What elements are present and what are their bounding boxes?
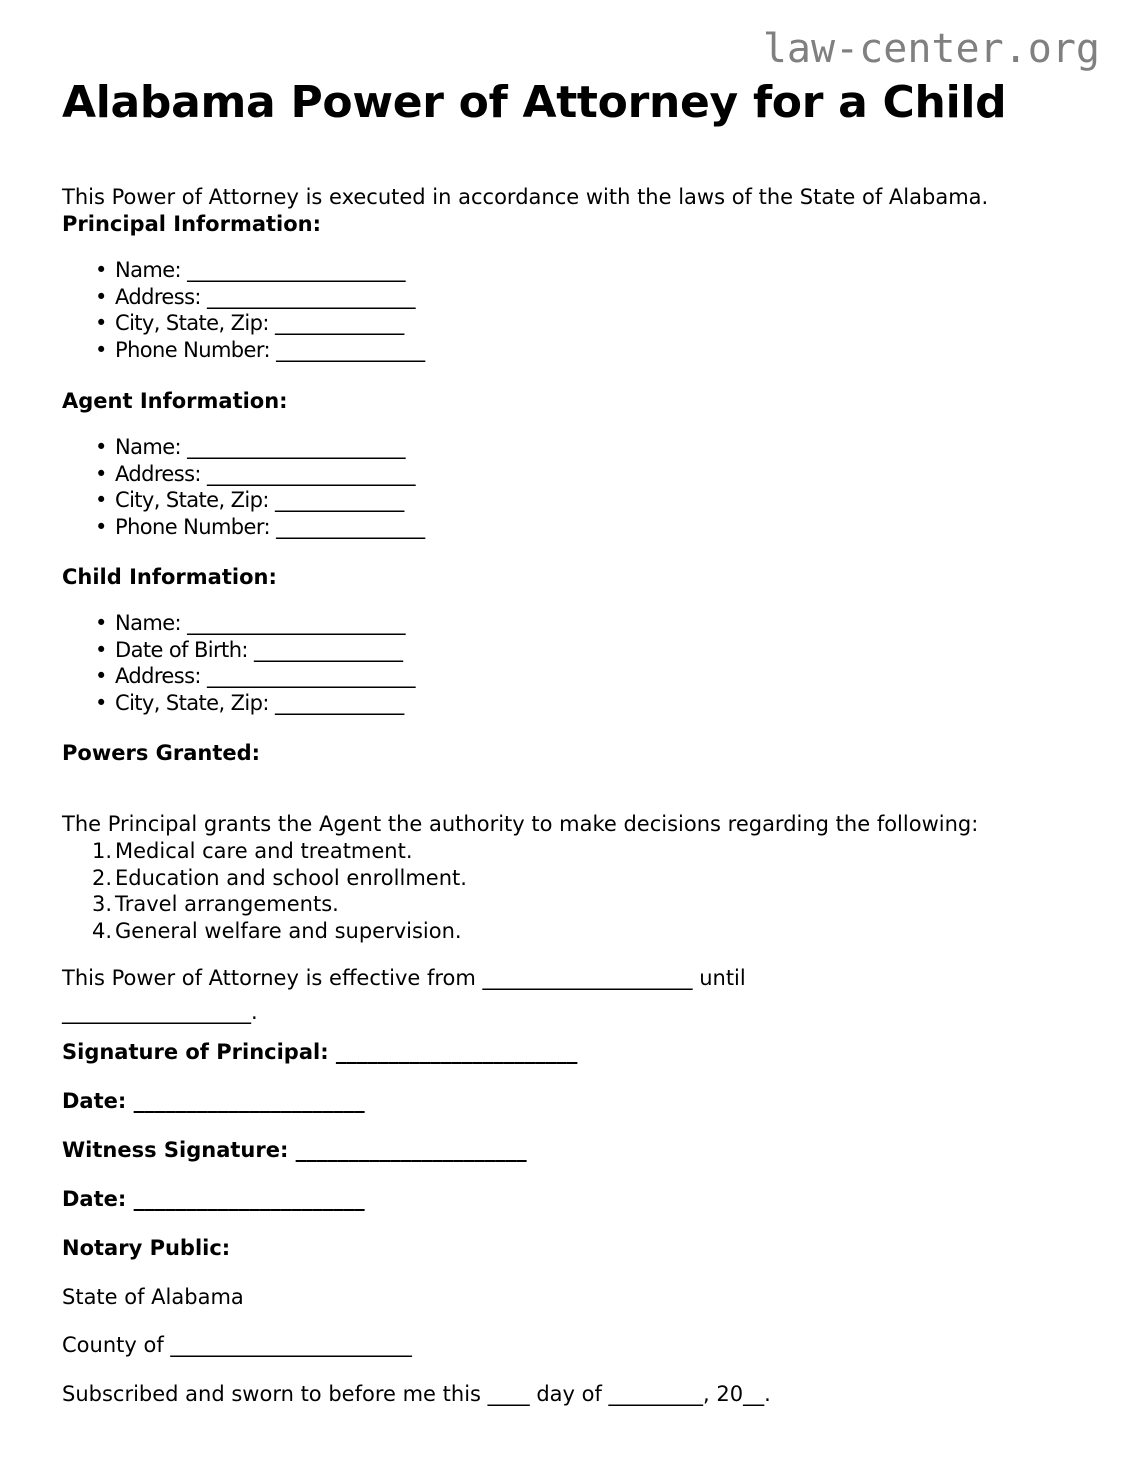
section-heading-notary: Notary Public: xyxy=(62,1236,231,1260)
power-item-medical: Medical care and treatment. xyxy=(115,839,413,863)
list-number: 3. xyxy=(92,892,113,916)
list-item xyxy=(62,434,425,461)
list-item xyxy=(62,891,467,918)
section-heading-child: Child Information: xyxy=(62,565,277,589)
power-item-education: Education and school enrollment. xyxy=(115,865,467,890)
principal-info-list xyxy=(62,257,425,363)
section-heading-principal: Principal Information: xyxy=(62,212,322,236)
effective-period-line-2: __________________. xyxy=(62,1000,258,1024)
child-info-list xyxy=(62,610,415,716)
power-item-travel: Travel arrangements. xyxy=(115,892,339,916)
list-number: 4. xyxy=(92,918,113,943)
bullet-icon: • xyxy=(95,258,108,282)
intro-paragraph: This Power of Attorney is executed in accordance with the laws of the State of Alabama. xyxy=(62,185,989,209)
principal-date-line: Date: ______________________ xyxy=(62,1089,365,1113)
bullet-icon: • xyxy=(95,435,108,459)
bullet-icon: • xyxy=(95,337,108,362)
list-item xyxy=(62,918,467,945)
agent-name-field: Name: ______________________ xyxy=(115,435,405,459)
principal-signature-line: Signature of Principal: _______________________ xyxy=(62,1040,578,1064)
powers-granted-list xyxy=(62,838,467,944)
list-item xyxy=(62,865,467,892)
child-address-field: Address: _____________________ xyxy=(115,664,415,688)
list-item xyxy=(62,337,425,364)
bullet-icon: • xyxy=(95,514,108,539)
list-item xyxy=(62,610,415,637)
list-item xyxy=(62,514,425,541)
bullet-icon: • xyxy=(95,284,108,309)
list-item xyxy=(62,663,415,690)
child-dob-field: Date of Birth: _______________ xyxy=(115,637,403,662)
witness-date-line: Date: ______________________ xyxy=(62,1187,365,1211)
notary-sworn-line: Subscribed and sworn to before me this ____ day of _________, 20__. xyxy=(62,1382,771,1406)
agent-phone-field: Phone Number: _______________ xyxy=(115,514,425,539)
list-item xyxy=(62,487,425,514)
bullet-icon: • xyxy=(95,664,108,688)
child-name-field: Name: ______________________ xyxy=(115,611,405,635)
list-item xyxy=(62,284,425,311)
list-item xyxy=(62,637,415,664)
bullet-icon: • xyxy=(95,488,108,512)
witness-signature-line: Witness Signature: ______________________ xyxy=(62,1138,527,1162)
list-item xyxy=(62,690,415,717)
child-city-state-zip-field: City, State, Zip: _____________ xyxy=(115,690,404,715)
list-item xyxy=(62,257,425,284)
bullet-icon: • xyxy=(95,461,108,486)
principal-name-field: Name: ______________________ xyxy=(115,258,405,282)
section-heading-agent: Agent Information: xyxy=(62,389,288,413)
list-item xyxy=(62,461,425,488)
power-item-welfare: General welfare and supervision. xyxy=(115,918,462,943)
powers-intro-paragraph: The Principal grants the Agent the authority to make decisions regarding the following: xyxy=(62,812,979,836)
principal-phone-field: Phone Number: _______________ xyxy=(115,337,425,362)
agent-city-state-zip-field: City, State, Zip: _____________ xyxy=(115,488,404,512)
principal-city-state-zip-field: City, State, Zip: _____________ xyxy=(115,311,404,335)
list-number: 1. xyxy=(92,839,113,863)
site-watermark: law-center.org xyxy=(762,26,1100,72)
bullet-icon: • xyxy=(95,690,108,715)
principal-address-field: Address: _____________________ xyxy=(115,284,415,309)
agent-address-field: Address: _____________________ xyxy=(115,461,415,486)
agent-info-list xyxy=(62,434,425,540)
list-item xyxy=(62,838,467,865)
bullet-icon: • xyxy=(95,611,108,635)
bullet-icon: • xyxy=(95,637,108,662)
effective-period-line-1: This Power of Attorney is effective from ____________________ until xyxy=(62,966,746,990)
notary-state-line: State of Alabama xyxy=(62,1285,244,1309)
section-heading-powers: Powers Granted: xyxy=(62,741,261,765)
bullet-icon: • xyxy=(95,311,108,335)
notary-county-line: County of _______________________ xyxy=(62,1333,412,1357)
page-title: Alabama Power of Attorney for a Child xyxy=(62,77,1007,128)
list-item xyxy=(62,310,425,337)
list-number: 2. xyxy=(92,865,113,890)
